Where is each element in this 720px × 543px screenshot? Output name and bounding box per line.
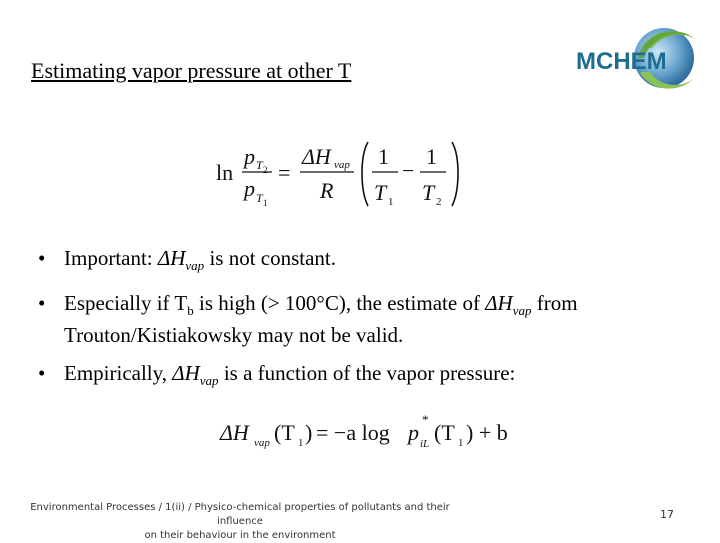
- svg-text:1: 1: [378, 144, 389, 169]
- slide-title: Estimating vapor pressure at other T: [31, 58, 352, 83]
- bullet-item: • Especially if $T_b$ is high (> 100°C), the estimate of $\Delta H_{vap}$ from Trouton/Kistiakowsky may not be valid.: [38, 291, 578, 347]
- svg-text:T: T: [374, 180, 387, 205]
- svg-text:1: 1: [298, 437, 304, 449]
- clausius-clapeyron-equation: [214, 134, 464, 214]
- svg-text:p: p: [244, 144, 255, 169]
- svg-text:(T: (T: [274, 420, 295, 445]
- svg-text:1: 1: [458, 437, 464, 449]
- svg-text:ΔH: ΔH: [302, 144, 331, 169]
- mchem-logo: [572, 18, 704, 100]
- svg-text:*: *: [422, 412, 429, 427]
- svg-text:vap: vap: [334, 159, 350, 171]
- svg-text:=: =: [278, 160, 291, 185]
- svg-text:T: T: [422, 180, 435, 205]
- svg-text:2: 2: [263, 165, 268, 175]
- bullet-list: [38, 246, 698, 406]
- svg-text:p: p: [408, 420, 419, 445]
- svg-text:(T: (T: [434, 420, 455, 445]
- svg-text:1: 1: [426, 144, 437, 169]
- svg-text:) + b: ) + b: [466, 420, 508, 445]
- svg-text:p: p: [244, 176, 255, 201]
- svg-text:2: 2: [436, 196, 442, 208]
- svg-text:1: 1: [263, 198, 268, 208]
- bullet-marker: •: [38, 361, 46, 385]
- empirical-enthalpy-equation: [218, 410, 518, 458]
- svg-text:vap: vap: [254, 437, 270, 449]
- svg-text:ln: ln: [216, 160, 234, 185]
- svg-text:1: 1: [388, 196, 394, 208]
- svg-text:= −a log: = −a log: [316, 420, 390, 445]
- svg-text:−: −: [402, 158, 415, 183]
- footer-text: Environmental Processes / 1(ii) / Physico-chemical properties of pollutants and their influence on their behaviour in the environment: [30, 502, 450, 541]
- svg-text:): ): [305, 420, 313, 445]
- bullet-marker: •: [38, 246, 46, 270]
- bullet-item: • Empirically, $\Delta H_{vap}$ is a function of the vapor pressure:: [38, 361, 516, 388]
- bullet-marker: •: [38, 291, 46, 315]
- svg-text:T: T: [256, 158, 263, 172]
- svg-text:MCHEM: MCHEM: [576, 48, 667, 75]
- svg-text:iL: iL: [420, 438, 430, 450]
- bullet-item: • Important: $\Delta H_{vap}$ is not constant.: [38, 246, 337, 273]
- svg-text:T: T: [256, 191, 263, 205]
- svg-text:R: R: [320, 178, 334, 203]
- page-number: 17: [660, 508, 674, 521]
- svg-text:ΔH: ΔH: [220, 420, 249, 445]
